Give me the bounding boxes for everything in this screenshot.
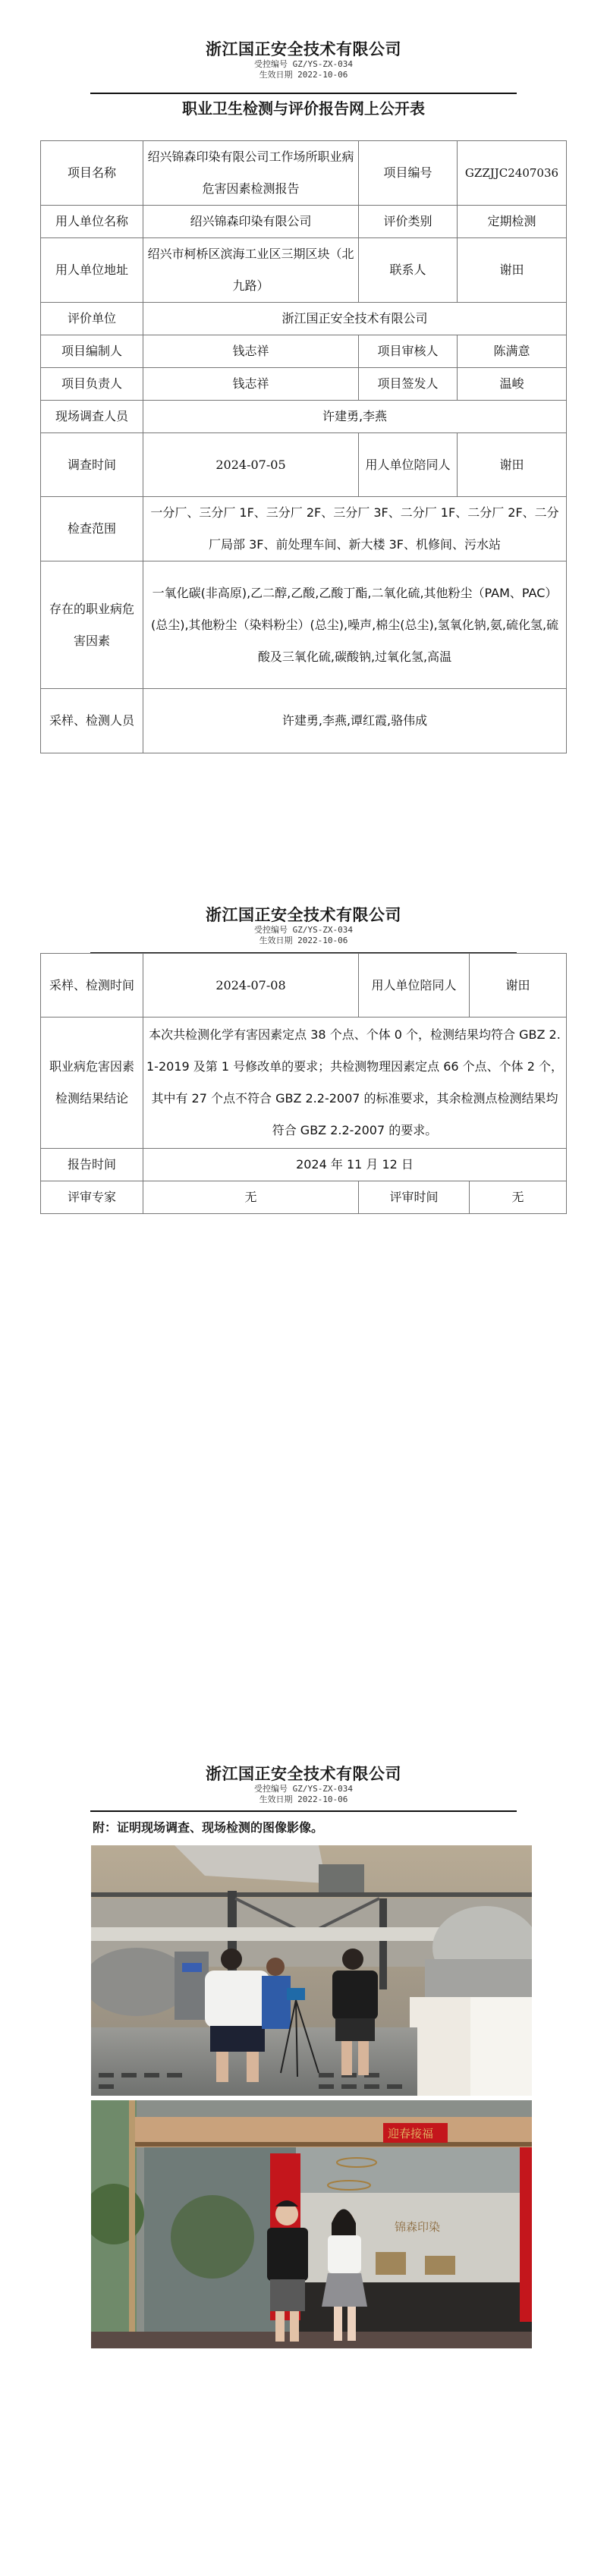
table-row bbox=[41, 238, 567, 303]
cell-value: 钱志祥 bbox=[143, 368, 359, 401]
cell-value: 2024-07-05 bbox=[143, 433, 359, 497]
cell-label: 项目负责人 bbox=[41, 368, 143, 401]
company-name: 浙江国正安全技术有限公司 bbox=[206, 906, 401, 924]
cell-label: 项目名称 bbox=[41, 141, 143, 206]
table-row bbox=[41, 433, 567, 497]
cell-label: 采样、检测人员 bbox=[41, 689, 143, 753]
cell-label: 用人单位名称 bbox=[41, 206, 143, 238]
cell-value: 浙江国正安全技术有限公司 bbox=[143, 303, 567, 335]
cell-value: 许建勇,李燕 bbox=[143, 401, 567, 433]
cell-label: 联系人 bbox=[359, 238, 458, 303]
table-row bbox=[41, 401, 567, 433]
cell-label: 用人单位陪同人 bbox=[359, 433, 458, 497]
cell-label: 评审专家 bbox=[41, 1181, 143, 1214]
cell-value: 无 bbox=[470, 1181, 567, 1214]
company-name: 浙江国正安全技术有限公司 bbox=[206, 1765, 401, 1783]
site-inspection-photo bbox=[91, 1845, 532, 2096]
cell-label: 项目编制人 bbox=[41, 335, 143, 368]
cell-label: 评价类别 bbox=[359, 206, 458, 238]
factory-scene-image bbox=[91, 1845, 532, 2096]
cell-label: 存在的职业病危害因素 bbox=[41, 561, 143, 689]
disclosure-table-page2 bbox=[40, 953, 567, 1214]
cell-value: 定期检测 bbox=[458, 206, 567, 238]
site-survey-photo bbox=[91, 2100, 532, 2348]
cell-value: 本次共检测化学有害因素定点 38 个点、个体 0 个，检测结果均符合 GBZ 2.1-2019 及第 1 号修改单的要求；共检测物理因素定点 66 个点、个体 2 个，其中有 27 个点不符合 GBZ 2.2-2007 的标准要求，其余检测点检测结果均符合 GBZ 2.2-2007 的要求。 bbox=[143, 1018, 567, 1149]
cell-value: 绍兴市柯桥区滨海工业区三期区块（北九路） bbox=[143, 238, 359, 303]
cell-value: 陈满意 bbox=[458, 335, 567, 368]
cell-label: 调查时间 bbox=[41, 433, 143, 497]
control-number: 受控编号 GZ/YS-ZX-034 bbox=[253, 925, 354, 935]
cell-label: 评审时间 bbox=[359, 1181, 470, 1214]
cell-label: 用人单位陪同人 bbox=[359, 954, 470, 1018]
cell-value: 谢田 bbox=[458, 238, 567, 303]
cell-value: 2024 年 11 月 12 日 bbox=[143, 1149, 567, 1181]
effective-date: 生效日期 2022-10-06 bbox=[259, 936, 348, 945]
table-row bbox=[41, 335, 567, 368]
cell-value: 绍兴锦森印染有限公司工作场所职业病危害因素检测报告 bbox=[143, 141, 359, 206]
page3-header bbox=[0, 1764, 607, 1805]
table-row bbox=[41, 561, 567, 689]
table-row bbox=[41, 954, 567, 1018]
page1-header bbox=[0, 39, 607, 80]
table-row bbox=[41, 141, 567, 206]
table-row bbox=[41, 303, 567, 335]
table-row bbox=[41, 206, 567, 238]
cell-label: 检查范围 bbox=[41, 497, 143, 561]
table-row bbox=[41, 1149, 567, 1181]
page2-header bbox=[0, 905, 607, 946]
cell-label: 项目编号 bbox=[359, 141, 458, 206]
table-row bbox=[41, 1181, 567, 1214]
cell-label: 项目签发人 bbox=[359, 368, 458, 401]
page-title: 职业卫生检测与评价报告网上公开表 bbox=[182, 99, 425, 118]
header-divider bbox=[90, 93, 517, 94]
cell-value: 谢田 bbox=[470, 954, 567, 1018]
table-row bbox=[41, 497, 567, 561]
cell-value: 温峻 bbox=[458, 368, 567, 401]
table-row bbox=[41, 1018, 567, 1149]
attachment-label: 附：证明现场调查、现场检测的图像影像。 bbox=[93, 1820, 324, 1835]
cell-label: 职业病危害因素检测结果结论 bbox=[41, 1018, 143, 1149]
control-number: 受控编号 GZ/YS-ZX-034 bbox=[253, 1784, 354, 1794]
cell-value: 一氧化碳(非高原),乙二醇,乙酸,乙酸丁酯,二氧化硫,其他粉尘（PAM、PAC）(总尘),其他粉尘（染料粉尘）(总尘),噪声,棉尘(总尘),氢氧化钠,氨,硫化氢,硫酸及三氧化硫,碳酸钠,过氧化氢,高温 bbox=[143, 561, 567, 689]
disclosure-table-page1 bbox=[40, 140, 567, 753]
cell-label: 评价单位 bbox=[41, 303, 143, 335]
couplet-top-text: 迎春接福 bbox=[388, 2127, 434, 2140]
effective-date: 生效日期 2022-10-06 bbox=[259, 70, 348, 80]
control-number: 受控编号 GZ/YS-ZX-034 bbox=[253, 59, 354, 69]
entrance-scene-image bbox=[91, 2100, 532, 2348]
cell-label: 项目审核人 bbox=[359, 335, 458, 368]
company-sign-text: 锦森印染 bbox=[395, 2220, 441, 2234]
cell-value: 绍兴锦森印染有限公司 bbox=[143, 206, 359, 238]
cell-value: 钱志祥 bbox=[143, 335, 359, 368]
cell-value: 一分厂、三分厂 1F、三分厂 2F、三分厂 3F、二分厂 1F、二分厂 2F、二分厂局部 3F、前处理车间、新大楼 3F、机修间、污水站 bbox=[143, 497, 567, 561]
cell-label: 采样、检测时间 bbox=[41, 954, 143, 1018]
cell-value: 2024-07-08 bbox=[143, 954, 359, 1018]
cell-label: 用人单位地址 bbox=[41, 238, 143, 303]
table-row bbox=[41, 689, 567, 753]
company-name: 浙江国正安全技术有限公司 bbox=[206, 40, 401, 58]
cell-value: 许建勇,李燕,谭红霞,骆伟成 bbox=[143, 689, 567, 753]
header-divider bbox=[90, 1810, 517, 1812]
table-row bbox=[41, 368, 567, 401]
effective-date: 生效日期 2022-10-06 bbox=[259, 1794, 348, 1804]
cell-value: 谢田 bbox=[458, 433, 567, 497]
cell-label: 现场调查人员 bbox=[41, 401, 143, 433]
cell-value: 无 bbox=[143, 1181, 359, 1214]
cell-value: GZZJJC2407036 bbox=[458, 141, 567, 206]
cell-label: 报告时间 bbox=[41, 1149, 143, 1181]
